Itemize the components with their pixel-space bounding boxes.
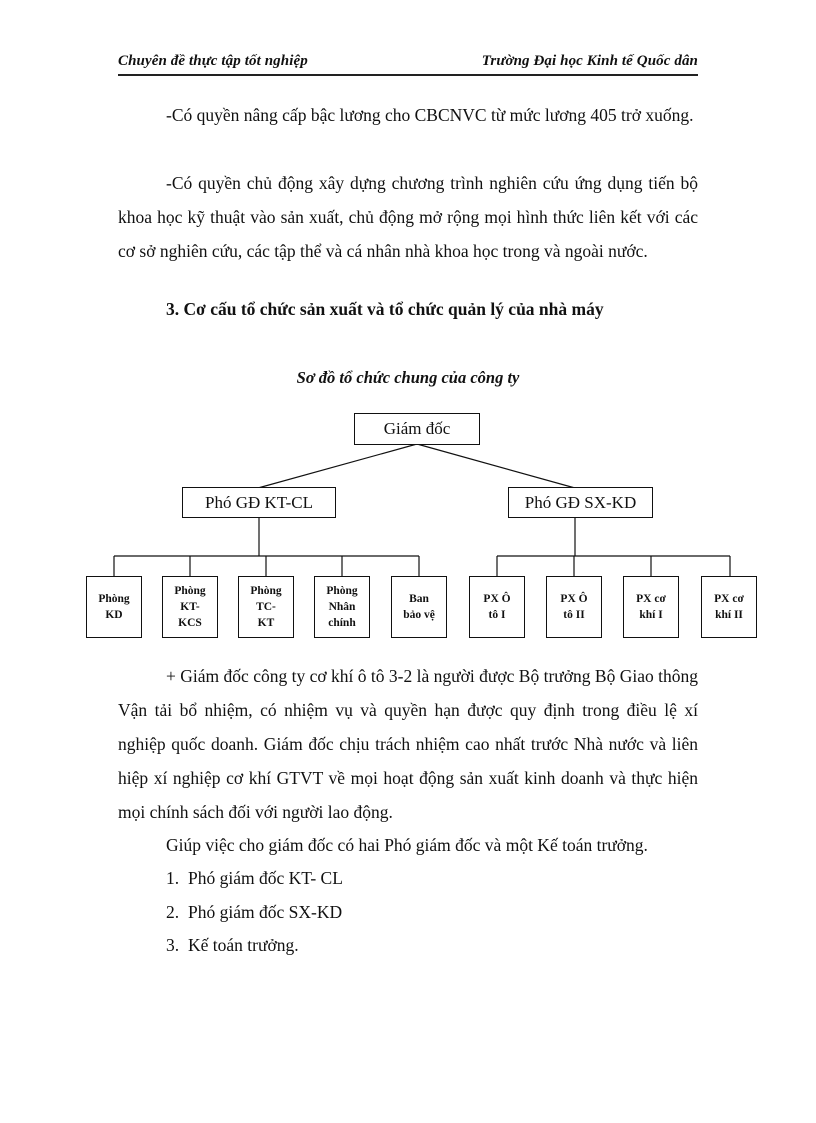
list-item: 2. Phó giám đốc SX-KD [166, 901, 343, 922]
header-left-title: Chuyên đề thực tập tốt nghiệp [118, 53, 308, 69]
org-chart-title: Sơ đồ tổ chức chung của công ty [296, 368, 520, 387]
connector-root-right [417, 444, 575, 488]
org-box-director: Giám đốc [354, 413, 480, 445]
org-box-unit: Phòng Nhân chính [314, 576, 370, 638]
section-heading: 3. Cơ cấu tổ chức sản xuất và tổ chức quản lý của nhà máy [166, 299, 604, 319]
org-box-unit: Ban bảo vệ [391, 576, 447, 638]
list-item: 1. Phó giám đốc KT- CL [166, 868, 343, 888]
org-box-unit: PX Ô tô I [469, 576, 525, 638]
paragraph-research-rights: -Có quyền chủ động xây dựng chương trình nghiên cứu ứng dụng tiến bộ khoa học kỹ thuật vào sản xuất, chủ động mở rộng mọi hình thức liên kết với các cơ sở nghiên cứu, các tập thể và cá nhân nhà khoa học trong và ngoài nước. [118, 173, 698, 261]
list-item: 3. Kế toán trưởng. [166, 935, 299, 955]
paragraph-assistants: Giúp việc cho giám đốc có hai Phó giám đốc và một Kế toán trưởng. [166, 835, 648, 855]
org-box-unit: PX Ô tô II [546, 576, 602, 638]
org-box-deputy-production: Phó GĐ SX-KD [508, 487, 653, 518]
org-box-unit: Phòng KT- KCS [162, 576, 218, 638]
org-box-unit: PX cơ khí II [701, 576, 757, 638]
paragraph-director-role: + Giám đốc công ty cơ khí ô tô 3-2 là người được Bộ trưởng Bộ Giao thông Vận tải bổ nhiệm, có nhiệm vụ và quyền hạn được quy định trong điều lệ xí nghiệp quốc doanh. Giám đốc chịu trách nhiệm cao nhất trước Nhà nước và liên hiệp xí nghiệp cơ khí GTVT về mọi hoạt động sản xuất kinh doanh và thực hiện mọi chính sách đối với người lao động. [118, 666, 698, 822]
connector-root-left [258, 444, 417, 488]
org-box-unit: PX cơ khí I [623, 576, 679, 638]
assistant-list [166, 862, 343, 963]
org-box-unit: Phòng KD [86, 576, 142, 638]
org-box-unit: Phòng TC- KT [238, 576, 294, 638]
header-right-title: Trường Đại học Kinh tế Quốc dân [481, 53, 698, 69]
paragraph-salary-rights: -Có quyền nâng cấp bậc lương cho CBCNVC từ mức lương 405 trở xuống. [166, 105, 694, 125]
org-box-deputy-tech: Phó GĐ KT-CL [182, 487, 336, 518]
